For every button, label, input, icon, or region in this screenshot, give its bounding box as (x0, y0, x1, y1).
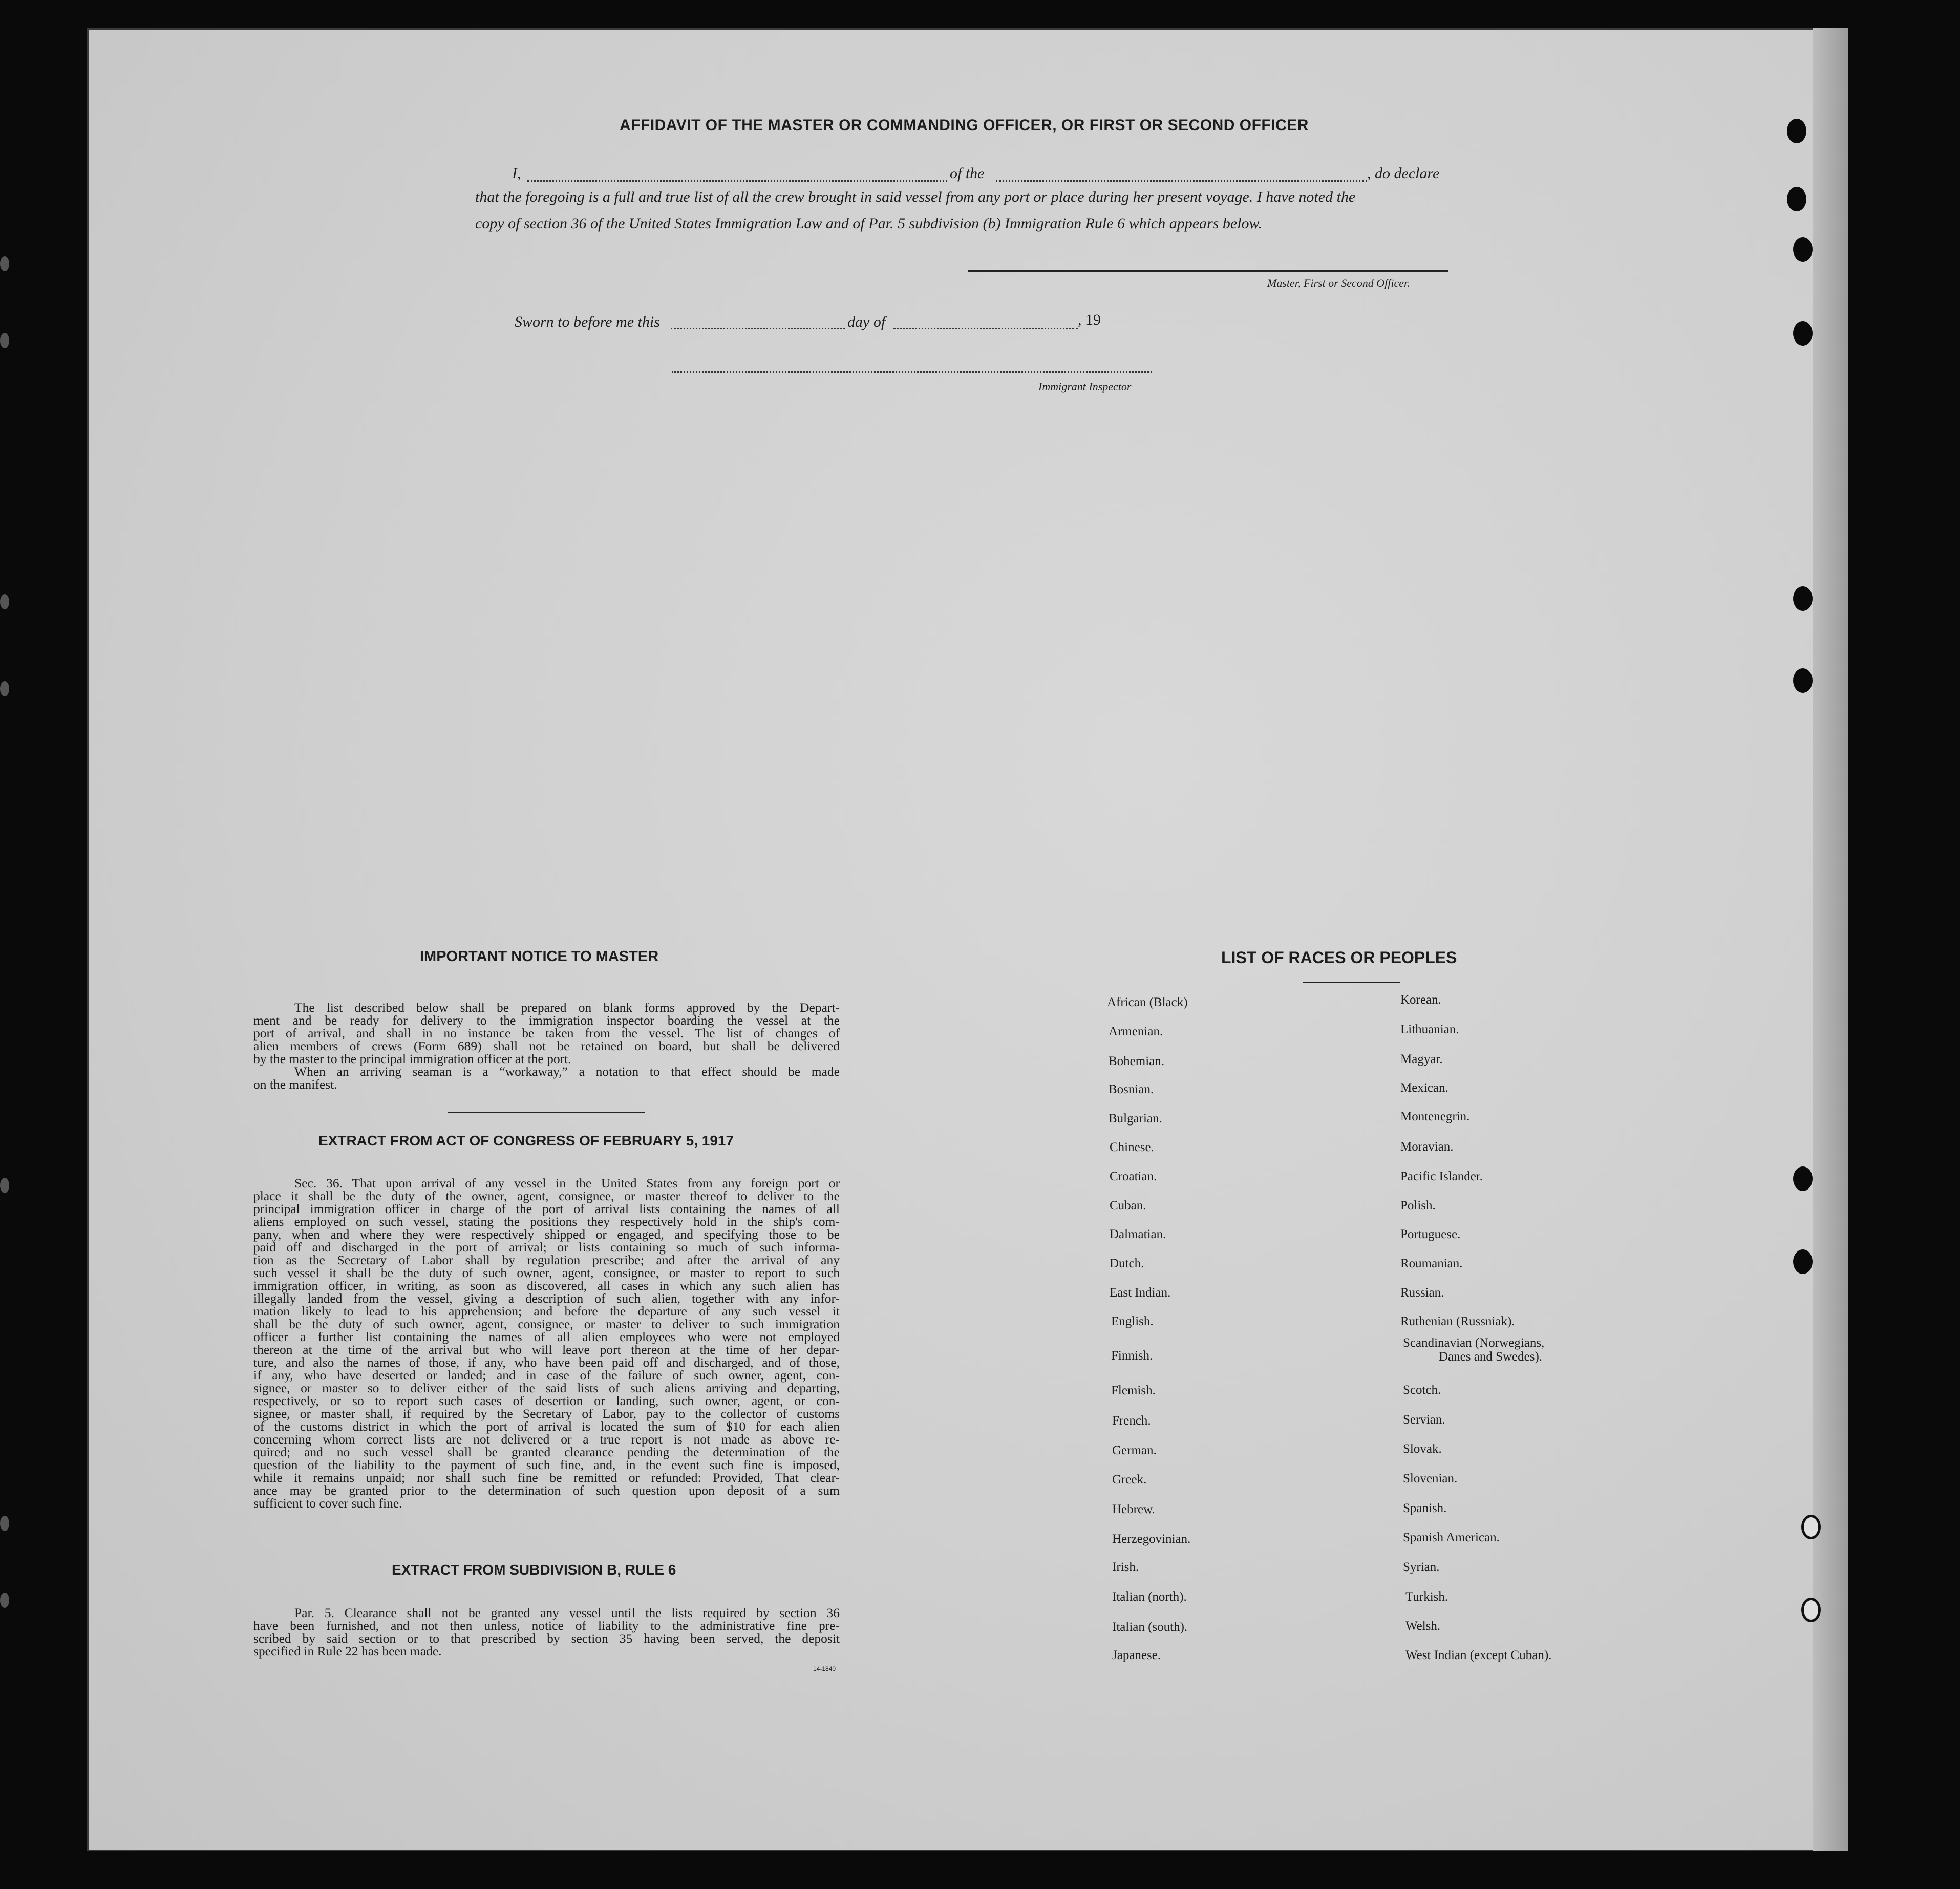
rule-extract-body (253, 1606, 840, 1658)
act-line: such vessel it shall be the duty of such owner, agent, consignee, or master to report to such (253, 1265, 840, 1280)
affidavit-statement-line: that the foregoing is a full and true list of all the crew brought in said vessel from any port or place during her present voyage. I have noted the (475, 188, 1356, 205)
right-race-item: Korean. (1400, 993, 1441, 1007)
act-line: ture, and also the names of those, if any, who have been paid off and discharged, and of those, (253, 1355, 840, 1370)
left-race-item: Cuban. (1110, 1199, 1146, 1213)
binding-mark (0, 681, 9, 696)
act-line: quired; and no such vessel shall be granted clearance pending the determination of the (253, 1445, 840, 1459)
notice-line: The list described below shall be prepared on blank forms approved by the Depart- (294, 1000, 840, 1015)
act-extract-body (253, 1177, 840, 1510)
binder-hole (1793, 1249, 1813, 1274)
binding-mark (0, 594, 9, 609)
act-line: of the customs district in which the port of arrival is located the sum of $10 for each alien (253, 1419, 840, 1434)
act-line: question of the liability to the payment of such fine, and, in the event such fine is imposed, (253, 1457, 840, 1472)
act-line: shall be the duty of such owner, agent, consignee, or master to deliver to such immigration (253, 1317, 840, 1331)
sworn-label: Sworn to before me this (515, 313, 660, 330)
binder-hole (1787, 119, 1806, 143)
right-race-item: Syrian. (1403, 1560, 1440, 1574)
sworn-month-field[interactable] (893, 328, 1078, 329)
act-line: signee, or master shall, if required by the Secretary of Labor, pay to the collector of customs (253, 1406, 840, 1421)
document-page (87, 28, 1848, 1851)
right-race-item: Spanish. (1403, 1501, 1447, 1515)
act-line: sufficient to cover such fine. (253, 1496, 402, 1511)
act-line: tion as the Secretary of Labor shall by regulation prescribe; and after the arrival of any (253, 1253, 840, 1267)
left-race-item: Bulgarian. (1109, 1112, 1162, 1126)
left-race-item: Hebrew. (1112, 1502, 1155, 1516)
notice-line: ment and be ready for delivery to the immigration inspector boarding the vessel at the (253, 1013, 840, 1028)
binder-hole (1787, 187, 1806, 211)
left-race-item: Croatian. (1110, 1170, 1157, 1183)
races-title: LIST OF RACES OR PEOPLES (1221, 948, 1457, 967)
act-line: Sec. 36. That upon arrival of any vessel in the United States from any foreign port or (294, 1176, 840, 1191)
of-the-label: of the (950, 165, 985, 182)
notice-line: alien members of crews (Form 689) shall not be retained on board, but shall be delivered (253, 1038, 840, 1053)
right-race-item: Pacific Islander. (1400, 1170, 1483, 1183)
left-race-item: German. (1112, 1444, 1157, 1457)
right-race-item: Montenegrin. (1400, 1110, 1470, 1123)
affidavit-statement-line: copy of section 36 of the United States Immigration Law and of Par. 5 subdivision (b) Immigration Rule 6 which appears below. (475, 215, 1262, 232)
rule-extract-title: EXTRACT FROM SUBDIVISION B, RULE 6 (392, 1562, 676, 1578)
left-race-item: Finnish. (1111, 1349, 1153, 1363)
right-race-item: Danes and Swedes). (1439, 1350, 1543, 1364)
section-divider (448, 1112, 645, 1113)
page-edge (1813, 28, 1848, 1851)
right-race-item: Turkish. (1405, 1590, 1448, 1604)
master-signature-line[interactable] (968, 270, 1448, 272)
right-race-item: Magyar. (1400, 1052, 1443, 1066)
left-race-item: Chinese. (1110, 1140, 1154, 1154)
notice-body (253, 1001, 840, 1091)
right-race-item: Scotch. (1403, 1383, 1441, 1397)
binder-hole (1801, 1598, 1821, 1622)
right-race-item: Slovak. (1403, 1442, 1442, 1456)
right-race-item: Spanish American. (1403, 1531, 1500, 1544)
left-race-item: Italian (north). (1112, 1590, 1187, 1604)
act-line: pany, when and where they were respectively shipped or engaged, and specifying those to be (253, 1227, 840, 1242)
act-line: paid off and discharged in the port of arrival; or lists containing so much of such informa- (253, 1240, 840, 1255)
act-line: ance may be granted prior to the determination of such question upon deposit of a sum (253, 1483, 840, 1498)
left-race-item: Bohemian. (1109, 1054, 1165, 1068)
form-number: 14-1840 (813, 1665, 836, 1672)
binding-mark (0, 1593, 9, 1608)
rule-line: Par. 5. Clearance shall not be granted any vessel until the lists required by section 36 (294, 1605, 840, 1620)
left-race-item: Bosnian. (1109, 1083, 1154, 1096)
left-race-item: Italian (south). (1112, 1620, 1188, 1634)
right-race-item: Portuguese. (1400, 1227, 1461, 1241)
i-label: I, (512, 165, 521, 182)
act-line: while it remains unpaid; nor shall such fine be remitted or refunded: Provided, That clear- (253, 1470, 840, 1485)
act-line: principal immigration officer in charge of the port of arrival lists containing the names of all (253, 1201, 840, 1216)
act-line: illegally landed from the vessel, giving a description of such alien, together with any infor- (253, 1291, 840, 1306)
binding-mark (0, 1516, 9, 1531)
left-race-item: Dutch. (1110, 1257, 1144, 1270)
name-field[interactable] (527, 180, 947, 182)
binding-mark (0, 333, 9, 348)
left-race-item: African (Black) (1107, 995, 1188, 1009)
binding-mark (0, 256, 9, 271)
right-race-item: Ruthenian (Russniak). (1400, 1314, 1515, 1328)
binder-hole (1793, 586, 1813, 611)
right-race-item: Scandinavian (Norwegians, (1403, 1336, 1545, 1350)
affidavit-title: AFFIDAVIT OF THE MASTER OR COMMANDING OFFICER, OR FIRST OR SECOND OFFICER (620, 117, 1309, 134)
binder-hole (1793, 1166, 1813, 1191)
binder-hole (1793, 237, 1813, 262)
notice-line: on the manifest. (253, 1077, 337, 1092)
day-of-label: day of (847, 313, 886, 330)
left-race-item: Armenian. (1109, 1025, 1163, 1038)
rule-line: have been furnished, and not then unless, notice of liability to the administrative fine pre- (253, 1618, 840, 1633)
right-race-item: Mexican. (1400, 1081, 1448, 1095)
notice-line: port of arrival, and shall in no instance be taken from the vessel. The list of changes of (253, 1026, 840, 1041)
rule-line: scribed by said section or to that prescribed by section 35 having been served, the deposit (253, 1631, 840, 1646)
left-race-item: Irish. (1112, 1560, 1139, 1574)
act-line: concerning whom correct lists are not delivered or a true report is not made as above re- (253, 1432, 840, 1447)
binder-hole (1793, 321, 1813, 346)
binding-mark (0, 1178, 9, 1193)
left-race-item: English. (1111, 1314, 1154, 1328)
year-label: , 19 (1078, 311, 1101, 328)
left-race-item: French. (1112, 1414, 1151, 1428)
races-title-underline (1303, 982, 1400, 983)
right-race-item: Polish. (1400, 1199, 1436, 1213)
master-signature-label: Master, First or Second Officer. (1267, 277, 1410, 289)
act-line: immigration officer, in writing, as soon as discovered, all cases in which any such alien has (253, 1278, 840, 1293)
rule-line: specified in Rule 22 has been made. (253, 1644, 442, 1659)
right-race-item: Roumanian. (1400, 1257, 1463, 1270)
left-race-item: Greek. (1112, 1473, 1147, 1487)
act-line: thereon at the time of the arrival but who will leave port thereon at the time of her depar- (253, 1342, 840, 1357)
left-race-item: Flemish. (1111, 1384, 1156, 1397)
notice-line: by the master to the principal immigration officer at the port. (253, 1051, 571, 1066)
act-line: if any, who have deserted or landed; and in case of the failure of such owner, agent, con- (253, 1368, 840, 1383)
right-race-item: Russian. (1400, 1286, 1444, 1300)
inspector-signature-line[interactable] (672, 371, 1152, 373)
act-line: aliens employed on such vessel, stating the positions they respectively hold in the ship's com- (253, 1214, 840, 1229)
left-race-item: Japanese. (1112, 1648, 1161, 1662)
binder-hole (1801, 1515, 1821, 1539)
binder-hole (1793, 668, 1813, 693)
act-extract-title: EXTRACT FROM ACT OF CONGRESS OF FEBRUARY 5, 1917 (318, 1133, 734, 1149)
right-race-item: Servian. (1403, 1413, 1445, 1427)
left-race-item: Herzegovinian. (1112, 1532, 1191, 1546)
act-line: officer a further list containing the names of all alien employees who were not employed (253, 1329, 840, 1344)
left-race-item: Dalmatian. (1110, 1227, 1166, 1241)
sworn-day-field[interactable] (671, 328, 845, 329)
right-race-item: Slovenian. (1403, 1472, 1458, 1485)
act-line: place it shall be the duty of the owner, agent, consignee, or master thereof to deliver to the (253, 1188, 840, 1203)
act-line: signee, or master so to deliver either of the said lists of such aliens arriving and departing, (253, 1381, 840, 1395)
inspector-label: Immigrant Inspector (1038, 380, 1132, 393)
act-line: respectively, or so to report such cases of desertion or landing, such owner, agent, or con- (253, 1393, 840, 1408)
right-race-item: Lithuanian. (1400, 1023, 1459, 1036)
right-race-item: Moravian. (1400, 1140, 1454, 1154)
vessel-field[interactable] (996, 180, 1367, 182)
left-race-item: East Indian. (1110, 1286, 1171, 1300)
do-declare-label: , do declare (1367, 165, 1440, 182)
act-line: mation likely to lead to his apprehension; and before the departure of any such vessel it (253, 1304, 840, 1319)
notice-line: When an arriving seaman is a “workaway,” a notation to that effect should be made (294, 1064, 840, 1079)
right-race-item: Welsh. (1405, 1619, 1441, 1633)
notice-title: IMPORTANT NOTICE TO MASTER (420, 948, 659, 965)
right-race-item: West Indian (except Cuban). (1405, 1648, 1552, 1662)
